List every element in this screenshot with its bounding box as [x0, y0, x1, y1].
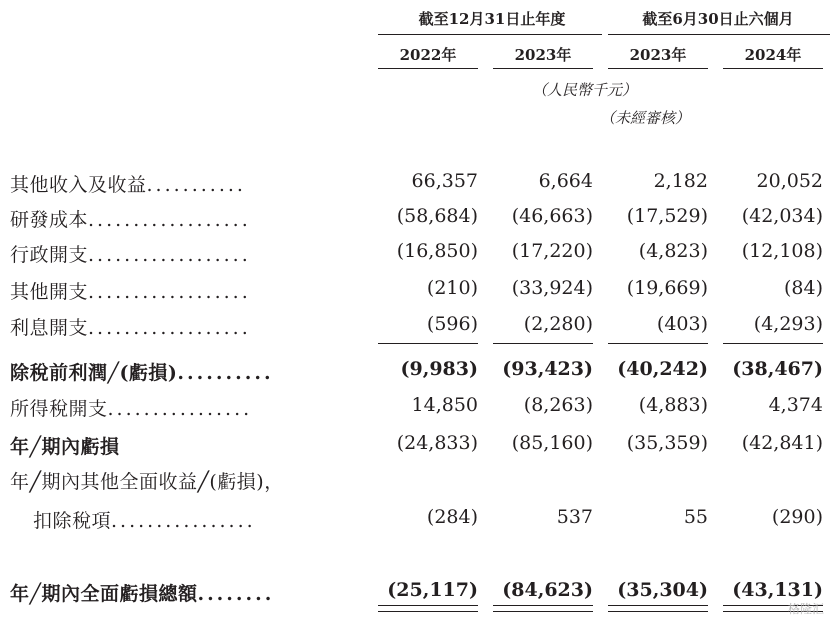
leader-dots: ........... — [146, 174, 246, 196]
value-cell: (84,623) — [502, 579, 593, 601]
year-header: 2024年 — [744, 46, 802, 64]
leader-dots: .......... — [177, 362, 274, 384]
value-cell: (46,663) — [511, 205, 593, 227]
subtotal-underline — [608, 343, 708, 344]
value-cell: (33,924) — [511, 277, 593, 299]
row-label: 行政開支 — [10, 244, 89, 266]
header-group-six-months: 截至6月30日止六個月 — [642, 10, 794, 28]
value-cell: (43,131) — [732, 579, 823, 601]
value-cell: (4,823) — [638, 240, 708, 262]
header-group-year-ended: 截至12月31日止年度 — [418, 10, 566, 28]
value-cell: 20,052 — [756, 170, 823, 192]
value-cell: 4,374 — [768, 394, 823, 416]
row-label: 扣除稅項 — [33, 510, 112, 532]
value-cell: (19,669) — [626, 277, 708, 299]
value-cell: (58,684) — [396, 205, 478, 227]
value-cell: (403) — [656, 313, 708, 335]
value-cell: (16,850) — [396, 240, 478, 262]
leader-dots: .................. — [88, 281, 251, 303]
value-cell: (42,034) — [741, 205, 823, 227]
year-header: 2023年 — [514, 46, 572, 64]
row-label: 研發成本 — [10, 209, 89, 231]
value-cell: (2,280) — [523, 313, 593, 335]
leader-dots: .................. — [88, 244, 251, 266]
value-cell: (290) — [771, 506, 823, 528]
row-label: 年╱期內虧損 — [10, 436, 120, 458]
row-label: 其他開支 — [10, 281, 89, 303]
value-cell: 55 — [683, 506, 708, 528]
unit-label: （人民幣千元） — [532, 81, 638, 99]
year-underline — [378, 68, 478, 69]
value-cell: (35,304) — [617, 579, 708, 601]
value-cell: (25,117) — [387, 579, 478, 601]
value-cell: (210) — [426, 277, 478, 299]
value-cell: (84) — [783, 277, 823, 299]
value-cell: 66,357 — [411, 170, 478, 192]
total-double-underline — [378, 605, 478, 612]
leader-dots: ........ — [197, 583, 275, 605]
value-cell: (12,108) — [741, 240, 823, 262]
row-label: 除稅前利潤╱(虧損) — [10, 362, 178, 384]
value-cell: 2,182 — [653, 170, 708, 192]
value-cell: (17,529) — [626, 205, 708, 227]
row-label: 年╱期內全面虧損總額 — [10, 583, 198, 605]
header-group-underline — [608, 34, 830, 35]
year-header: 2022年 — [399, 46, 457, 64]
subtotal-underline — [493, 343, 593, 344]
value-cell: (596) — [426, 313, 478, 335]
total-double-underline — [608, 605, 708, 612]
value-cell: (4,293) — [753, 313, 823, 335]
value-cell: (40,242) — [617, 358, 708, 380]
header-group-underline — [378, 34, 602, 35]
row-label: 利息開支 — [10, 317, 89, 339]
value-cell: (93,423) — [502, 358, 593, 380]
year-underline — [723, 68, 823, 69]
unaudited-label: （未經審核） — [600, 109, 691, 127]
value-cell: (35,359) — [626, 432, 708, 454]
value-cell: (9,983) — [400, 358, 478, 380]
value-cell: (85,160) — [511, 432, 593, 454]
value-cell: (42,841) — [741, 432, 823, 454]
subtotal-underline — [378, 343, 478, 344]
value-cell: (24,833) — [396, 432, 478, 454]
value-cell: 6,664 — [538, 170, 593, 192]
row-label: 其他收入及收益 — [10, 174, 147, 196]
watermark-logo: 格隆汇 — [787, 602, 824, 616]
value-cell: (284) — [426, 506, 478, 528]
leader-dots: ................ — [107, 398, 253, 420]
value-cell: (4,883) — [638, 394, 708, 416]
value-cell: (8,263) — [523, 394, 593, 416]
value-cell: 14,850 — [411, 394, 478, 416]
value-cell: 537 — [556, 506, 593, 528]
subtotal-underline — [723, 343, 823, 344]
leader-dots: .................. — [88, 209, 251, 231]
value-cell: (38,467) — [732, 358, 823, 380]
year-underline — [493, 68, 593, 69]
row-label: 年╱期內其他全面收益╱(虧損)， — [10, 471, 284, 493]
value-cell: (17,220) — [511, 240, 593, 262]
leader-dots: .................. — [88, 317, 251, 339]
year-header: 2023年 — [629, 46, 687, 64]
row-label: 所得稅開支 — [10, 398, 108, 420]
total-double-underline — [493, 605, 593, 612]
year-underline — [608, 68, 708, 69]
leader-dots: ................ — [111, 510, 256, 532]
